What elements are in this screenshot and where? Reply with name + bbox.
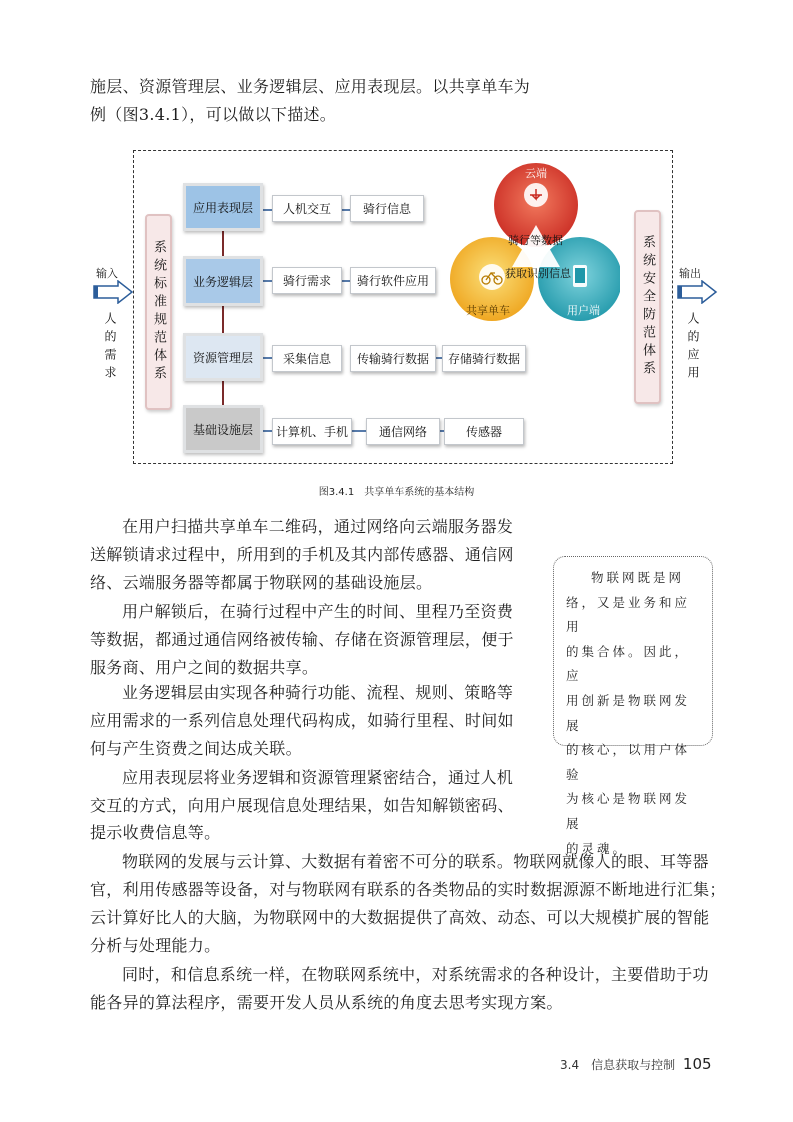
input-arrow-icon <box>92 280 134 304</box>
p5-line-1-text: 物联网的发展与云计算、大数据有着密不可分的联系。物联网就像人的眼、耳等器 <box>122 852 709 871</box>
p3-line-2: 应用需求的一系列信息处理代码构成，如骑行里程、时间如 <box>90 711 514 730</box>
layer-application <box>183 183 263 231</box>
item-transmit-data: 传输骑行数据 <box>350 345 436 372</box>
note-line-2: 络，又是业务和应用 <box>566 594 691 635</box>
layer-business <box>183 256 263 306</box>
output-arrow-icon <box>676 280 718 304</box>
p5-line-4: 分析与处理能力。 <box>90 936 221 955</box>
item-riding-info: 骑行信息 <box>350 195 424 222</box>
item-computer-phone: 计算机、手机 <box>272 418 352 445</box>
item-store-data: 存储骑行数据 <box>442 345 526 372</box>
p4-line-2: 交互的方式，向用户展现信息处理结果，如告知解锁密码、 <box>90 796 514 815</box>
item-network: 通信网络 <box>366 418 440 445</box>
note-line-5: 的核心，以用户体验 <box>566 742 691 782</box>
p2-line-1-text: 用户解锁后，在骑行过程中产生的时间、里程乃至资费 <box>122 602 514 621</box>
item-collect-info: 采集信息 <box>272 345 342 372</box>
intro-line-2: 例（图3.4.1），可以做以下描述。 <box>90 105 337 124</box>
layer-business-fill: 业务逻辑层 <box>186 259 260 303</box>
layer-infrastructure-fill: 基础设施层 <box>186 408 260 450</box>
figure-caption: 图3.4.1 共享单车系统的基本结构 <box>318 487 475 498</box>
p3-line-3: 何与产生资费之间达成关联。 <box>90 739 302 758</box>
layer-resource <box>183 333 263 381</box>
p4-line-3: 提示收费信息等。 <box>90 823 221 842</box>
input-text: 人的需求 <box>103 312 117 384</box>
p1-line-2: 送解锁请求过程中，所用到的手机及其内部传感器、通信网 <box>90 545 514 564</box>
note-line-6: 为核心是物联网发展 <box>566 791 691 831</box>
p6-line-1 <box>90 961 709 989</box>
p5-line-3: 云计算好比人的大脑，为物联网中的大数据提供了高效、动态、可以大规模扩展的智能 <box>90 908 710 927</box>
standard-system-box: 系统标准规范体系 <box>145 214 172 410</box>
p2-line-2: 等数据，都通过通信网络被传输、存储在资源管理层，便于 <box>90 630 514 649</box>
link-riding-data: 骑行等数据 <box>508 234 563 247</box>
cloud-label: 云端 <box>525 167 547 180</box>
item-human-interaction: 人机交互 <box>272 195 342 222</box>
p4-line-1-text: 应用表现层将业务逻辑和资源管理紧密结合，通过人机 <box>122 768 514 787</box>
note-line-1: 物联网既是网 <box>591 570 685 585</box>
note-line-3: 的集合体。因此，应 <box>566 643 691 684</box>
item-riding-demand: 骑行需求 <box>272 267 342 294</box>
layer-resource-fill: 资源管理层 <box>186 336 260 378</box>
p2-line-3: 服务商、用户之间的数据共享。 <box>90 658 319 677</box>
p3-line-1-text: 业务逻辑层由实现各种骑行功能、流程、规则、策略等 <box>122 683 514 702</box>
output-label: 输出 <box>679 267 701 280</box>
note-line-4: 用创新是物联网发展 <box>566 692 691 733</box>
p1-line-1-text: 在用户扫描共享单车二维码，通过网络向云端服务器发 <box>122 517 514 536</box>
page-number: 105 <box>682 1055 712 1073</box>
output-text: 人的应用 <box>686 312 700 384</box>
link-get-info: 获取识别信息 <box>505 267 571 280</box>
p6-line-2: 能各异的算法程序，需要开发人员从系统的角度去思考实现方案。 <box>90 993 563 1012</box>
intro-line-1: 施层、资源管理层、业务逻辑层、应用表现层。以共享单车为 <box>90 77 531 96</box>
p1-line-3: 络、云端服务器等都属于物联网的基础设施层。 <box>90 573 433 592</box>
security-system-box: 系统安全防范体系 <box>634 210 661 404</box>
page-footer <box>560 1055 712 1073</box>
footer-section: 3.4 信息获取与控制 <box>560 1058 676 1072</box>
bike-label: 共享单车 <box>466 304 510 317</box>
p6-line-1-text: 同时，和信息系统一样，在物联网系统中，对系统需求的各种设计，主要借助于功 <box>122 965 709 984</box>
layer-application-fill: 应用表现层 <box>186 186 260 228</box>
p3-line-1 <box>90 679 513 707</box>
user-label: 用户端 <box>567 304 600 317</box>
p4-line-1 <box>90 764 513 792</box>
item-sensor: 传感器 <box>444 418 524 445</box>
p2-line-1 <box>90 598 513 626</box>
input-label: 输入 <box>96 267 118 280</box>
side-note <box>553 556 713 856</box>
note-line-7: 的灵魂。 <box>566 840 629 856</box>
p5-line-2: 官，利用传感器等设备，对与物联网有联系的各类物品的实时数据源源不断地进行汇集； <box>90 880 726 899</box>
layer-infrastructure <box>183 405 263 453</box>
item-riding-app: 骑行软件应用 <box>350 267 436 294</box>
p1-line-1 <box>90 513 513 541</box>
